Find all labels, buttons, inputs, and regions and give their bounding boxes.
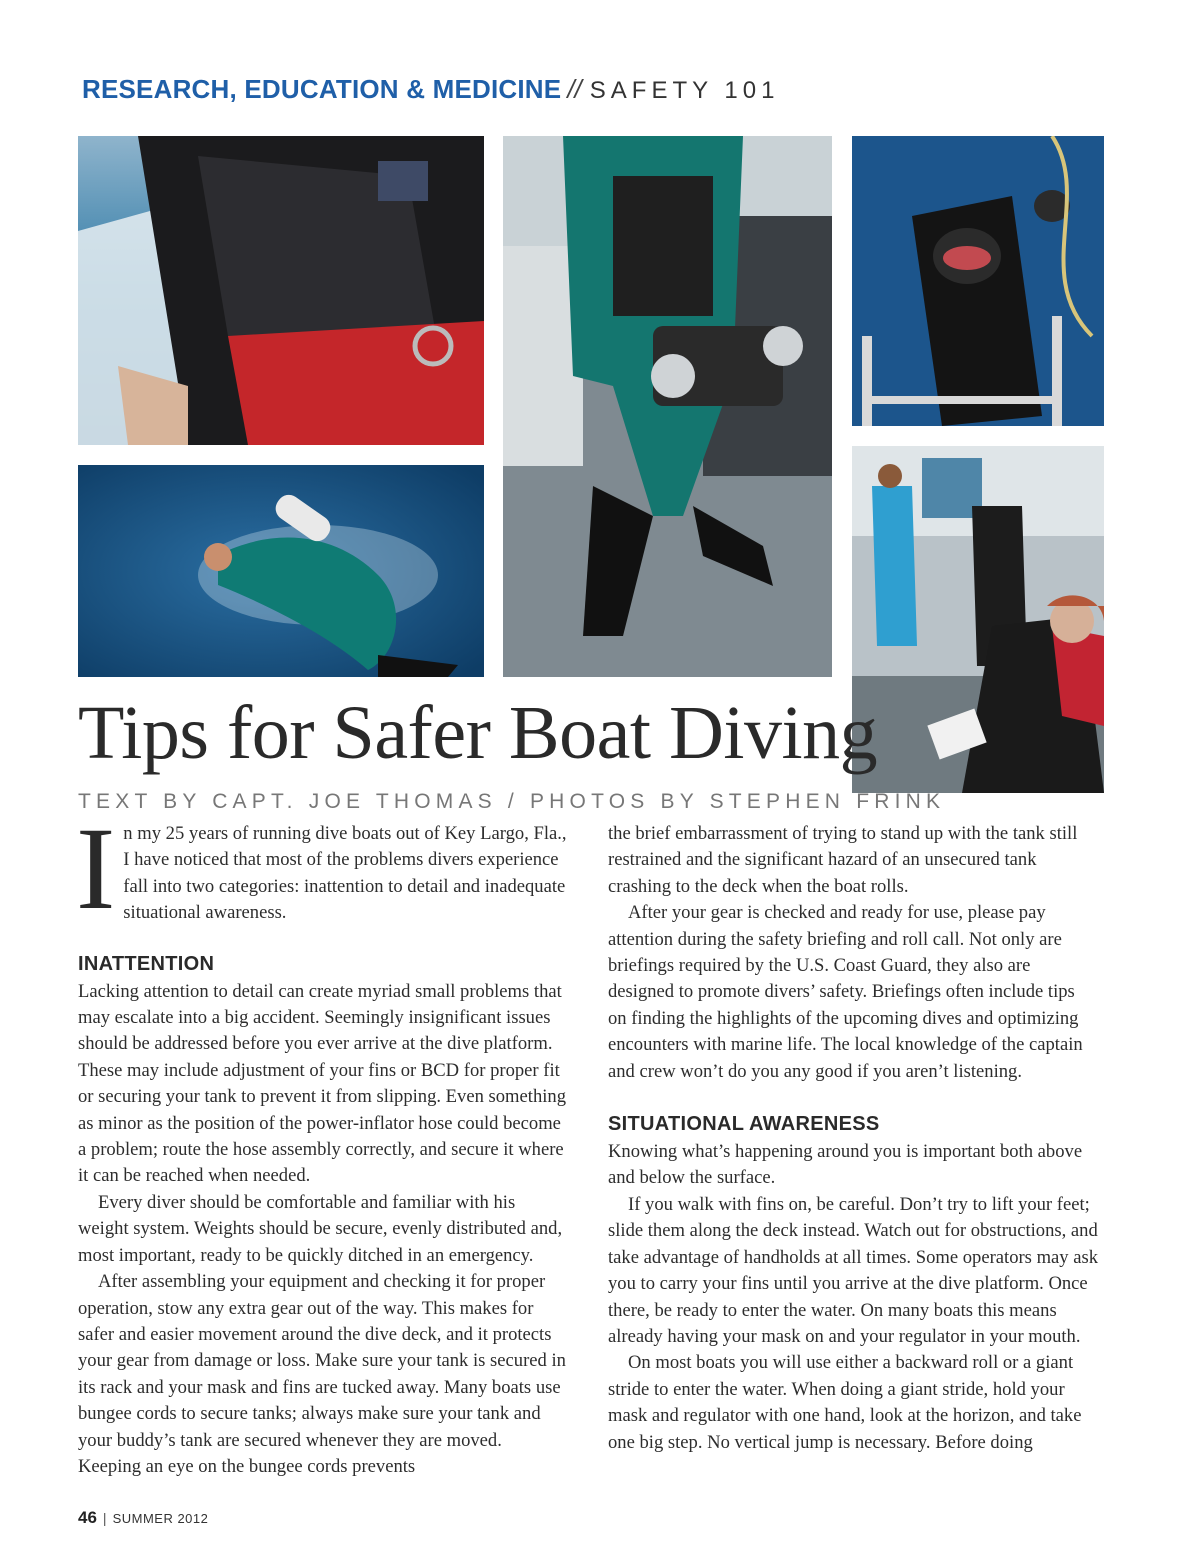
body-paragraph: On most boats you will use either a backward roll or a giant stride to enter the water. When doing a giant stride, hold your mask and regulator with one hand, look at the horizon, and take one big step. No vertical jump is necessary. Before doing: [608, 1352, 1082, 1453]
photo-diver-swimming: [78, 465, 484, 677]
intro-paragraph: [76, 803, 568, 934]
heading-inattention: INATTENTION: [78, 952, 215, 975]
section-separator: //: [567, 74, 582, 104]
body-paragraph: After assembling your equipment and checking it for proper operation, stow any extra gear out of the way. This makes for safer and easier movement around the dive deck, and it protects your gear from damage or loss. Make sure your tank is secured in its rack and your mask and fins are tucked away. Many boats use bungee cords to secure tanks; always make sure your tank and your buddy’s tank are secured whenever they are moved. Keeping an eye on the bungee cords prevents: [78, 1271, 566, 1477]
section-name: RESEARCH, EDUCATION & MEDICINE: [82, 74, 562, 104]
body-paragraph: After your gear is checked and ready for use, please pay attention during the safety briefing and roll call. Not only are briefings required by the U.S. Coast Guard, they also are designed to promote divers’ safety. Briefings often include tips on finding the highlights of the upcoming dives and optimizing encounters with marine life. The local knowledge of the captain and crew won’t do you any good if you aren’t listening.: [608, 902, 1083, 1082]
article-column-left: [76, 803, 568, 1480]
article-title: Tips for Safer Boat Diving: [78, 691, 878, 775]
page-footer: [78, 1508, 208, 1528]
photo-diver-on-ladder: [852, 136, 1104, 426]
article-byline: TEXT BY CAPT. JOE THOMAS / PHOTOS BY STEPHEN FRINK: [78, 790, 946, 813]
subsection-name: SAFETY 101: [589, 77, 780, 104]
photo-diver-gear: [78, 136, 484, 445]
page-number: 46: [78, 1508, 97, 1527]
body-paragraph: Lacking attention to detail can create myriad small problems that may escalate into a big accident. Seemingly insignificant issues should be addressed before you ever arrive at the dive platform. These may include adjustment of your fins or BCD for proper fit or securing your tank to prevent it from slipping. Even something as minor as the position of the power-inflator hose could become a problem; route the hose assembly correctly, and secure it where it can be reached when needed.: [78, 980, 566, 1187]
body-paragraph: the brief embarrassment of trying to stand up with the tank still restrained and the significant hazard of an unsecured tank crashing to the deck when the boat rolls.: [608, 823, 1078, 897]
drop-cap: I: [76, 803, 116, 934]
issue-label: SUMMER 2012: [112, 1511, 209, 1526]
section-header: [82, 74, 779, 106]
article-column-right: [608, 821, 1098, 1456]
footer-divider: |: [102, 1510, 107, 1526]
intro-text: n my 25 years of running dive boats out of Key Largo, Fla., I have noticed that most of the problems divers experience fall into two categories: inattention to detail and inadequate situational awareness.: [123, 823, 567, 924]
heading-situational-awareness: SITUATIONAL AWARENESS: [608, 1113, 880, 1136]
photo-safety-briefing: [852, 446, 1104, 793]
body-paragraph: If you walk with fins on, be careful. Don’t try to lift your feet; slide them along the deck instead. Watch out for obstructions, and take advantage of handholds at all times. Some operators may ask you to carry your fins until you arrive at the dive platform. Once there, be ready to enter the water. On many boats this means already having your mask on and your regulator in your mouth.: [608, 1193, 1099, 1347]
body-paragraph: Every diver should be comfortable and familiar with his weight system. Weights should be secure, evenly distributed and, most important, ready to be quickly ditched in an emergency.: [78, 1191, 563, 1266]
body-paragraph: Knowing what’s happening around you is important both above and below the surface.: [608, 1141, 1083, 1189]
photo-diver-with-camera: [503, 136, 832, 677]
